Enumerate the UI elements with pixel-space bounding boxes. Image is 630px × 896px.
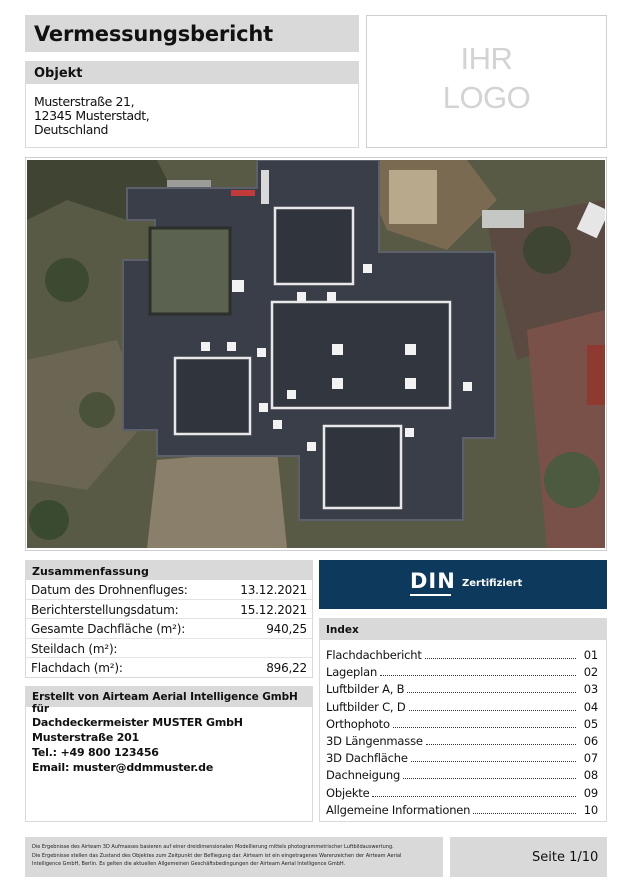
index-leader-dots <box>407 692 576 693</box>
summary-heading: Zusammenfassung <box>26 561 312 580</box>
summary-value: 896,22 <box>266 661 307 675</box>
summary-label: Flachdach (m²): <box>31 661 123 675</box>
index-entry-page: 07 <box>583 751 598 766</box>
customer-email: Email: muster@ddmmuster.de <box>32 761 214 774</box>
index-entry[interactable] <box>326 717 598 734</box>
index-leader-dots <box>426 744 576 745</box>
index-entry-page: 02 <box>583 665 598 680</box>
index-leader-dots <box>403 778 576 779</box>
index-entry[interactable] <box>326 665 598 682</box>
footer-disclaimer-line: Die Ergebnisse stellen das Zustand des Objektes zum Zeitpunkt der Befliegung dar. Airteam ist ein eingetragenes Warenzeichen der Airteam Aerial <box>32 852 402 859</box>
logo-text-line-2: LOGO <box>442 80 531 115</box>
index-leader-dots <box>425 658 576 659</box>
page-number: Seite 1/10 <box>532 850 599 865</box>
index-entry-page: 06 <box>583 733 598 748</box>
summary-label: Steildach (m²): <box>31 641 118 656</box>
object-panel <box>25 61 359 148</box>
index-entry-page: 03 <box>583 682 598 697</box>
certified-label: Zertifiziert <box>462 578 523 589</box>
customer-street: Musterstraße 201 <box>32 731 140 744</box>
summary-label: Berichterstellungsdatum: <box>31 602 179 617</box>
index-leader-dots <box>409 710 577 711</box>
din-logo <box>410 569 456 596</box>
customer-company: Dachdeckermeister MUSTER GmbH <box>32 716 243 729</box>
index-leader-dots <box>372 796 576 797</box>
index-entry-label: Allgemeine Informationen <box>326 802 471 817</box>
customer-phone: Tel.: +49 800 123456 <box>32 746 159 759</box>
index-entry-label: 3D Dachfläche <box>326 751 408 766</box>
index-entry-page: 09 <box>583 785 598 800</box>
report-title-bar <box>25 15 359 52</box>
index-entry-page: 01 <box>583 648 598 662</box>
index-entry-page: 05 <box>583 716 598 731</box>
customer-panel <box>25 686 313 822</box>
din-mark-underline <box>410 594 451 596</box>
report-title: Vermessungsbericht <box>34 22 273 46</box>
index-entry-label: Luftbilder A, B <box>326 682 405 697</box>
index-entry-label: Lageplan <box>326 665 378 680</box>
logo-placeholder <box>366 15 607 148</box>
index-heading: Index <box>320 619 606 640</box>
summary-value: 940,25 <box>266 622 307 636</box>
summary-label: Gesamte Dachfläche (m²): <box>31 622 186 636</box>
index-leader-dots <box>473 813 576 814</box>
index-entry[interactable] <box>326 648 598 665</box>
index-leader-dots <box>393 727 576 728</box>
index-entry-page: 08 <box>583 768 598 783</box>
din-certification-banner <box>319 560 607 609</box>
summary-row <box>26 658 312 678</box>
index-entry-label: Orthophoto <box>326 716 390 731</box>
index-leader-dots <box>411 761 576 762</box>
customer-heading: Erstellt von Airteam Aerial Intelligence GmbH für <box>26 687 312 707</box>
index-entry-page: 10 <box>583 802 598 817</box>
footer-disclaimer-line: Intelligence GmbH, Berlin. Es gelten die aktuellen Allgemeinen Geschäftsbedingungen der Airteam Aerial Intelligence GmbH. <box>32 861 346 867</box>
summary-row <box>26 600 312 620</box>
object-address-city: 12345 Musterstadt, <box>34 108 150 123</box>
object-address-country: Deutschland <box>34 122 109 137</box>
index-entry-label: 3D Längenmasse <box>326 733 423 748</box>
index-entry[interactable] <box>326 682 598 699</box>
index-entry[interactable] <box>326 700 598 717</box>
aerial-roof-illustration <box>27 160 605 548</box>
din-mark-text: DIN <box>410 569 456 593</box>
index-panel <box>319 618 607 822</box>
aerial-roof-photo <box>27 160 605 548</box>
index-entry[interactable] <box>326 751 598 768</box>
index-entry[interactable] <box>326 768 598 785</box>
index-leader-dots <box>380 675 576 676</box>
object-address-street: Musterstraße 21, <box>34 94 135 109</box>
summary-value: 15.12.2021 <box>240 602 307 617</box>
footer-disclaimer-line: Die Ergebnisse des Airteam 3D Aufmasses basieren auf einer dreidimensionalen Modellierung mittels photogrammetrischer Luftbildauswertung. <box>32 844 394 850</box>
index-entry[interactable] <box>326 734 598 751</box>
object-heading: Objekt <box>26 62 358 84</box>
summary-value: 13.12.2021 <box>240 583 307 597</box>
summary-row <box>26 619 312 639</box>
index-entry[interactable] <box>326 786 598 803</box>
index-entry[interactable] <box>326 803 598 820</box>
summary-panel <box>25 560 313 678</box>
summary-label: Datum des Drohnenfluges: <box>31 583 188 597</box>
index-entry-page: 04 <box>583 699 598 714</box>
index-entry-label: Flachdachbericht <box>326 648 422 662</box>
summary-row <box>26 580 312 600</box>
page-number-box <box>450 837 607 877</box>
index-entry-label: Luftbilder C, D <box>326 699 406 714</box>
footer-disclaimer-box <box>25 837 443 877</box>
aerial-photo-frame <box>25 157 607 551</box>
summary-row <box>26 639 312 659</box>
index-entry-label: Dachneigung <box>326 768 401 783</box>
logo-text-line-1: IHR <box>460 41 513 76</box>
index-entry-label: Objekte <box>326 785 370 800</box>
